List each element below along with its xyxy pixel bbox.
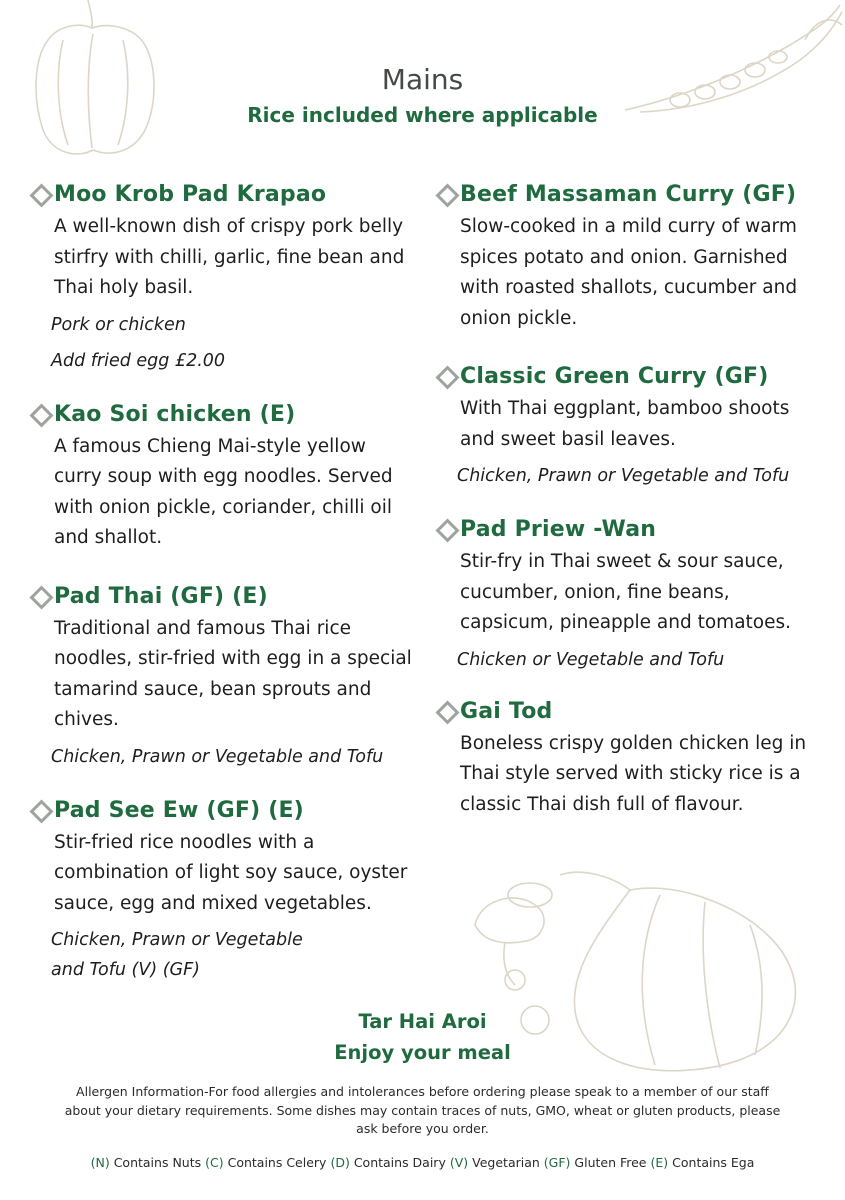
- allergen-key-item: (E) Contains Ega: [650, 1155, 755, 1170]
- allergen-key-item: (V) Vegetarian: [449, 1155, 540, 1170]
- dish-name: Pad Thai (GF) (E): [54, 583, 268, 609]
- dish-description: Slow-cooked in a mild curry of warm spices potato and onion. Garnished with roasted shallots, cucumber and onion pickle.: [460, 216, 798, 329]
- dish-description: Boneless crispy golden chicken leg in Thai style served with sticky rice is a classic Thai dish full of flavour.: [460, 732, 807, 815]
- menu-item-pad-priew-wan: [436, 513, 816, 675]
- dish-description: Traditional and famous Thai rice noodles, stir-fried with egg in a special tamarind sauce, bean sprouts and chives.: [54, 617, 412, 730]
- dish-name: Pad Priew -Wan: [460, 517, 657, 542]
- closing-line-thai: Tar Hai Aroi: [358, 1010, 487, 1033]
- dish-name: Pad See Ew (GF) (E): [54, 797, 304, 823]
- dish-option: and Tofu (V) (GF): [51, 960, 201, 980]
- diamond-bullet-icon: [29, 799, 53, 823]
- menu-item-kao-soi-chicken: [30, 398, 415, 554]
- menu-item-gai-tod: [436, 695, 816, 821]
- page-title: Mains: [381, 63, 464, 96]
- dish-description: Stir-fried rice noodles with a combination of light soy sauce, oyster sauce, egg and mixed vegetables.: [54, 831, 408, 914]
- left-column: [30, 178, 415, 985]
- dish-name: Beef Massaman Curry (GF): [460, 182, 797, 207]
- dish-option: Chicken, Prawn or Vegetable and Tofu: [51, 746, 384, 767]
- diamond-bullet-icon: [29, 585, 53, 609]
- dish-description: With Thai eggplant, bamboo shoots and sweet basil leaves.: [460, 398, 790, 450]
- page-subtitle: Rice included where applicable: [247, 103, 598, 127]
- dish-option: Chicken, Prawn or Vegetable and Tofu: [457, 466, 790, 486]
- dish-description: Stir-fry in Thai sweet & sour sauce, cucumber, onion, fine beans, capsicum, pineapple and tomatoes.: [460, 551, 792, 633]
- allergen-key: [0, 1155, 845, 1170]
- diamond-bullet-icon: [29, 183, 53, 207]
- diamond-bullet-icon: [435, 183, 459, 207]
- allergen-key-item: (N) Contains Nuts: [90, 1155, 202, 1170]
- allergen-key-item: (C) Contains Celery: [205, 1155, 327, 1170]
- menu-item-moo-krob-pad-krapao: [30, 178, 415, 376]
- menu-item-pad-see-ew: [30, 794, 415, 986]
- closing-line-english: Enjoy your meal: [334, 1041, 511, 1064]
- diamond-bullet-icon: [435, 365, 459, 389]
- menu-item-classic-green-curry: [436, 360, 816, 491]
- dish-name: Gai Tod: [460, 698, 553, 724]
- menu-item-beef-massaman-curry: [436, 178, 816, 334]
- dish-option: Pork or chicken: [51, 314, 186, 335]
- allergen-key-item: (GF) Gluten Free: [543, 1155, 647, 1170]
- dish-option: Chicken, Prawn or Vegetable: [51, 930, 303, 950]
- dish-name: Moo Krob Pad Krapao: [54, 182, 327, 207]
- dish-option: Chicken or Vegetable and Tofu: [457, 649, 725, 670]
- diamond-bullet-icon: [435, 700, 459, 724]
- allergen-information: Allergen Information-For food allergies and intolerances before ordering please speak to a member of our staff about your dietary requirements. Some dishes may contain traces of nuts, GMO, wheat or gluten products, please ask before you order.: [64, 1084, 781, 1136]
- allergen-key-item: (D) Contains Dairy: [330, 1155, 446, 1170]
- closing-message: [0, 1006, 845, 1068]
- dish-description: A famous Chieng Mai-style yellow curry soup with egg noodles. Served with onion pickle, coriander, chilli oil and shallot.: [54, 435, 393, 548]
- diamond-bullet-icon: [435, 518, 459, 542]
- dish-description: A well-known dish of crispy pork belly stirfry with chilli, garlic, fine bean and Thai holy basil.: [54, 216, 405, 298]
- menu-item-pad-thai: [30, 580, 415, 772]
- dish-option: Add fried egg £2.00: [51, 350, 226, 371]
- dish-name: Classic Green Curry (GF): [460, 364, 769, 389]
- diamond-bullet-icon: [29, 403, 53, 427]
- menu-heading: [0, 0, 845, 128]
- dish-name: Kao Soi chicken (E): [54, 401, 296, 427]
- right-column: [436, 178, 816, 820]
